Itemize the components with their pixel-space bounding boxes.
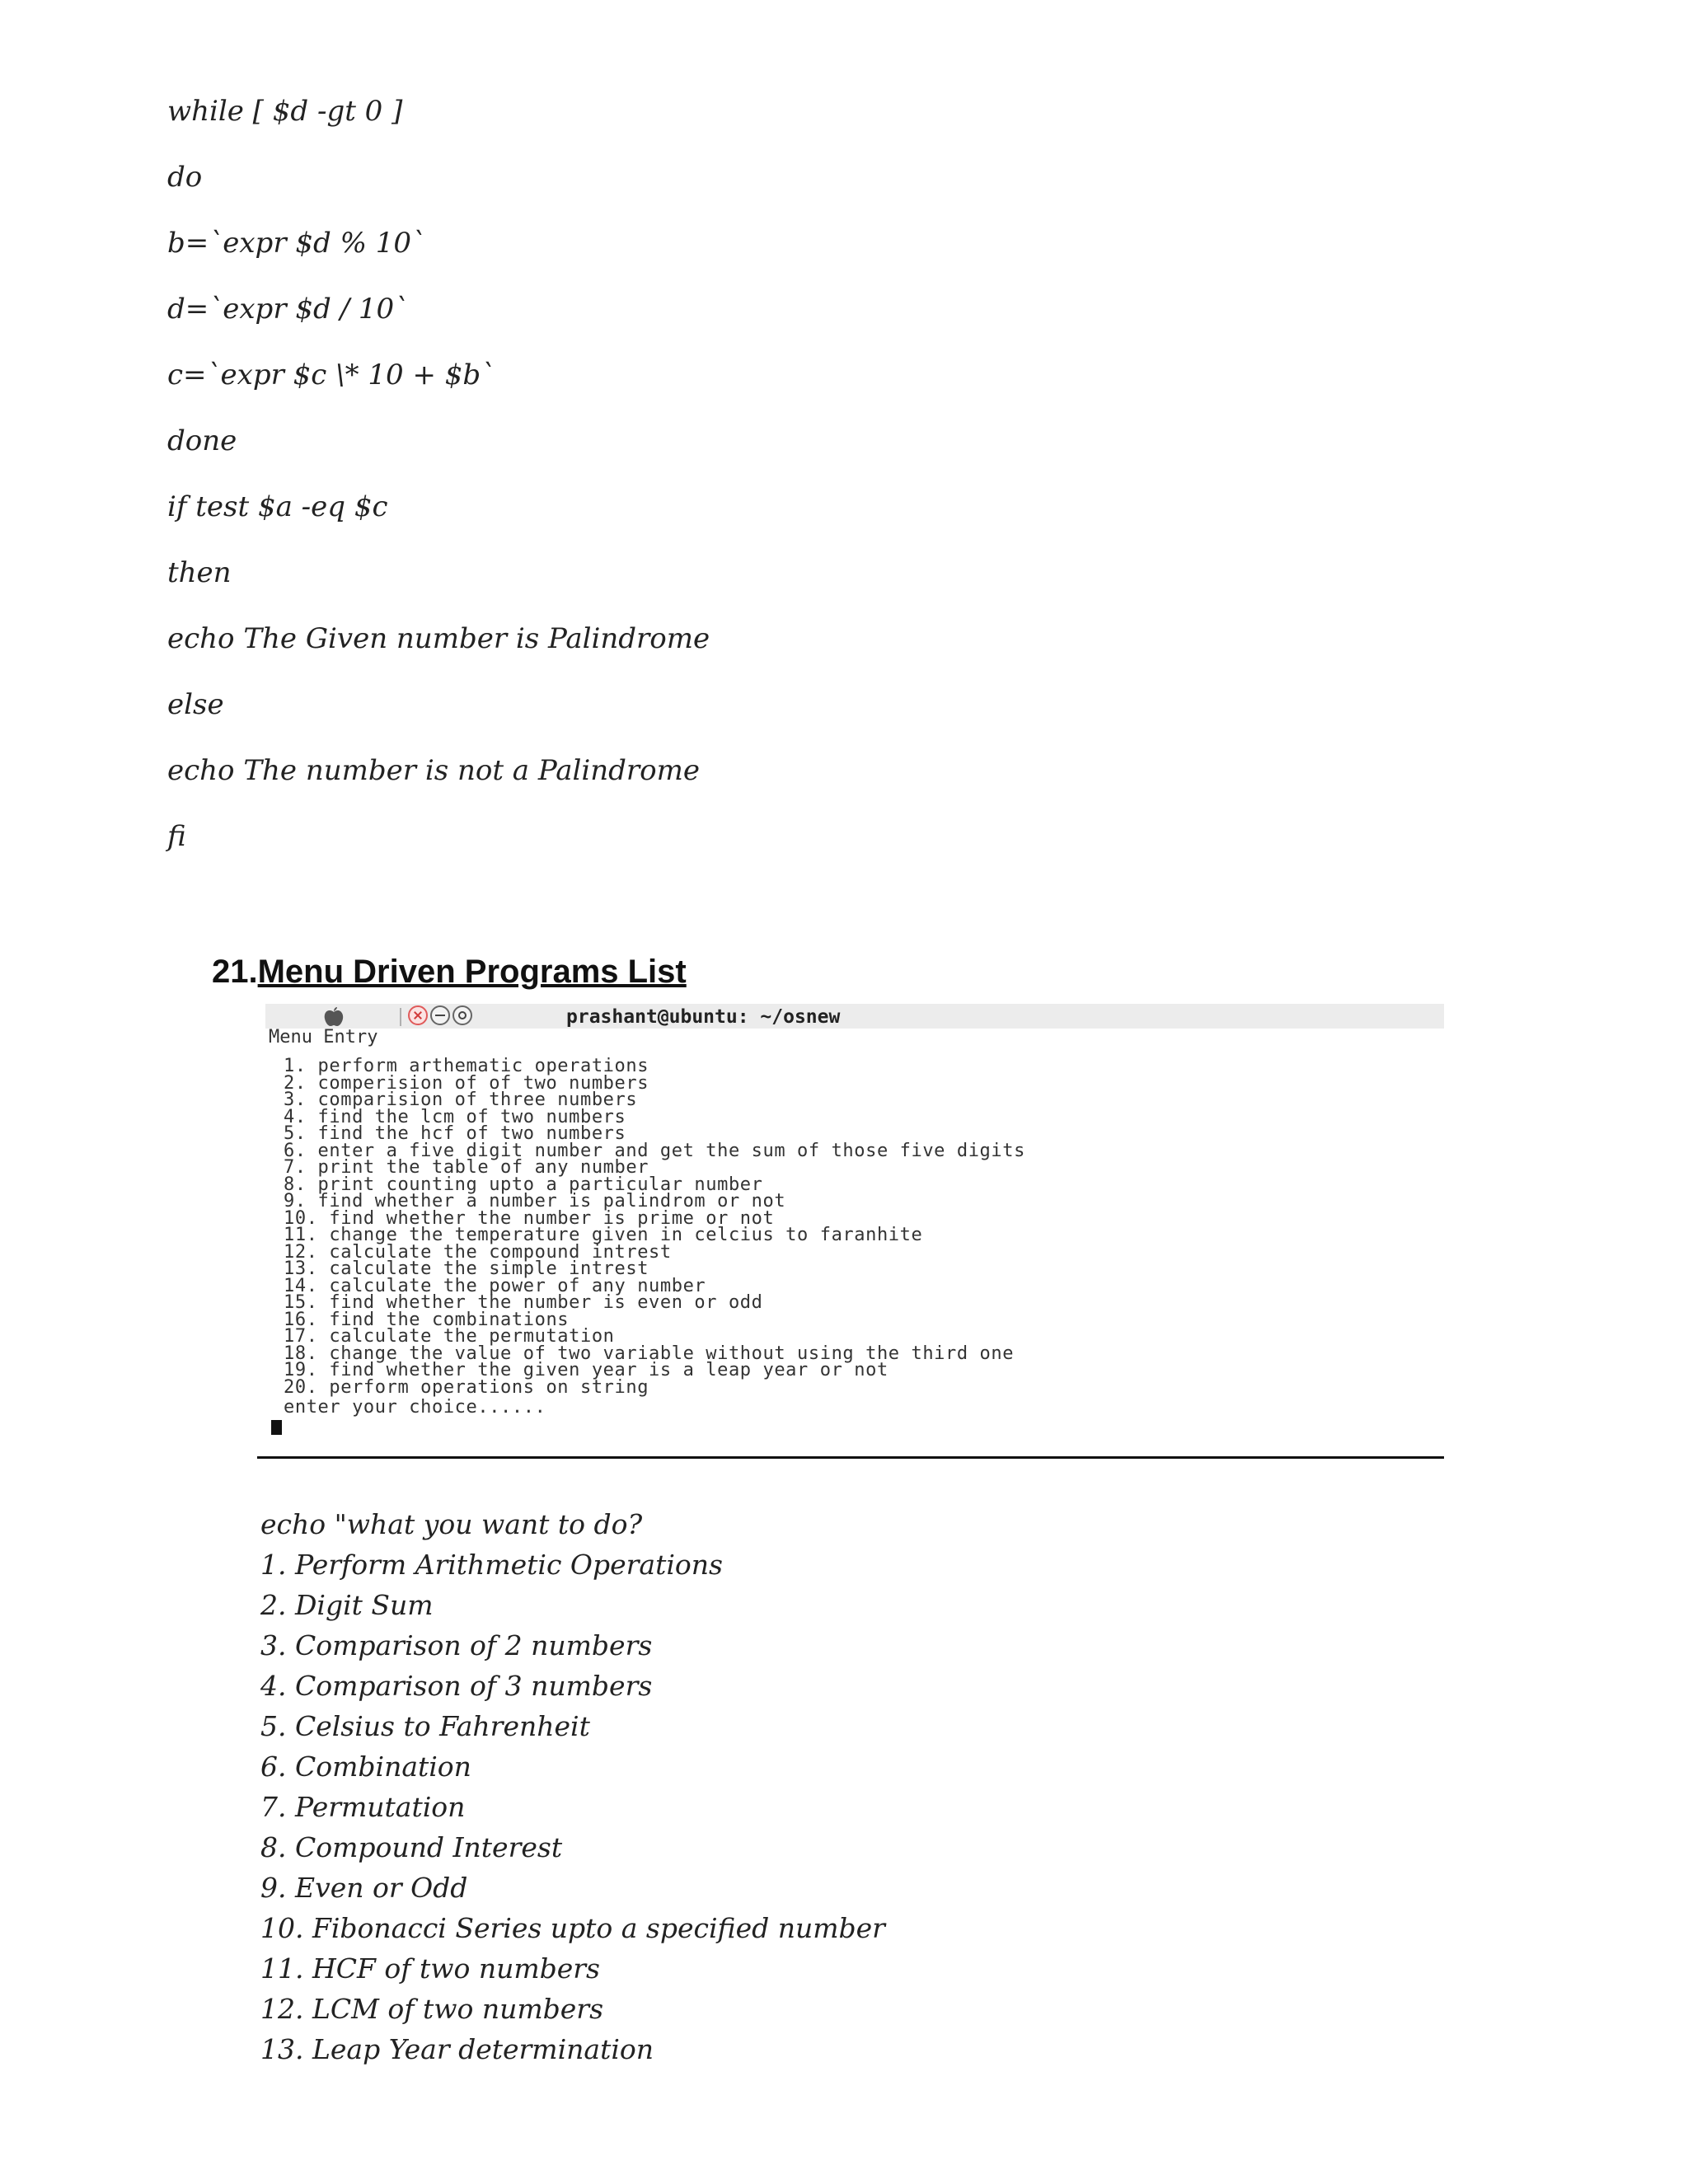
terminal-line: 18. change the value of two variable without using the third one — [284, 1343, 1015, 1364]
code-line: if test $a -eq $c — [167, 490, 388, 523]
terminal-line: 11. change the temperature given in celcius to faranhite — [284, 1225, 923, 1245]
terminal-line: 19. find whether the given year is a leap year or not — [284, 1360, 889, 1380]
terminal-line: 15. find whether the number is even or odd — [284, 1292, 763, 1313]
code-line: done — [167, 424, 237, 457]
terminal-line: 20. perform operations on string — [284, 1376, 649, 1398]
terminal-line: 16. find the combinations — [284, 1309, 570, 1330]
code-line: echo The Given number is Palindrome — [167, 622, 710, 655]
terminal-line: 9. find whether a number is palindrom or not — [284, 1191, 786, 1212]
code-line: else — [167, 688, 224, 721]
terminal-line: 14. calculate the power of any number — [284, 1275, 706, 1296]
echo-line: 10. Fibonacci Series upto a specified number — [260, 1912, 885, 1944]
terminal-line: 2. comperision of of two numbers — [284, 1072, 649, 1094]
code-line: fi — [167, 820, 186, 853]
terminal-line: 10. find whether the number is prime or not — [284, 1207, 775, 1229]
terminal-line: 5. find the hcf of two numbers — [284, 1123, 626, 1144]
echo-line: 13. Leap Year determination — [260, 2033, 654, 2065]
code-line: then — [167, 556, 232, 589]
echo-line: 6. Combination — [260, 1750, 471, 1783]
echo-line: 9. Even or Odd — [260, 1872, 468, 1904]
terminal-line: 6. enter a five digit number and get the sum of those five digits — [284, 1140, 1025, 1161]
terminal-menu-list — [284, 1058, 1025, 1396]
terminal-line: 8. print counting upto a particular number — [284, 1174, 763, 1195]
terminal-line: 3. comparision of three numbers — [284, 1090, 638, 1110]
code-line: do — [167, 161, 203, 194]
terminal-prompt: enter your choice...... — [284, 1397, 546, 1418]
terminal-line: 4. find the lcm of two numbers — [284, 1106, 626, 1127]
terminal-screenshot — [265, 1004, 1444, 1441]
terminal-line: 17. calculate the permutation — [284, 1326, 615, 1347]
close-button[interactable] — [408, 1005, 428, 1025]
echo-line: 11. HCF of two numbers — [260, 1952, 600, 1985]
echo-line: 7. Permutation — [260, 1791, 466, 1823]
echo-line: 1. Perform Arithmetic Operations — [260, 1549, 723, 1581]
terminal-line: 1. perform arthematic operations — [284, 1056, 649, 1076]
code-line: b=`expr $d % 10` — [167, 227, 425, 260]
terminal-titlebar — [265, 1004, 1444, 1029]
echo-line: 5. Celsius to Fahrenheit — [260, 1710, 590, 1742]
minimize-button[interactable] — [430, 1005, 450, 1025]
code-line: while [ $d -gt 0 ] — [167, 95, 403, 128]
echo-line: 2. Digit Sum — [260, 1589, 434, 1621]
section-title: Menu Driven Programs List — [257, 954, 687, 990]
maximize-button[interactable] — [452, 1005, 472, 1025]
terminal-line: 13. calculate the simple intrest — [284, 1258, 649, 1279]
code-line: echo The number is not a Palindrome — [167, 754, 700, 787]
echo-line: 12. LCM of two numbers — [260, 1993, 604, 2025]
section-heading — [212, 952, 687, 991]
horizontal-rule — [257, 1456, 1444, 1459]
section-number: 21. — [212, 954, 258, 990]
code-line: c=`expr $c \* 10 + $b` — [167, 359, 495, 391]
echo-line: 8. Compound Interest — [260, 1831, 563, 1863]
echo-line: 4. Comparison of 3 numbers — [260, 1670, 653, 1702]
titlebar-separator — [400, 1008, 401, 1026]
terminal-cursor[interactable] — [271, 1420, 282, 1435]
terminal-line: 12. calculate the compound intrest — [284, 1241, 672, 1263]
menu-entry-label: Menu Entry — [269, 1027, 378, 1047]
code-line: d=`expr $d / 10` — [167, 293, 409, 326]
echo-line: 3. Comparison of 2 numbers — [260, 1629, 653, 1661]
terminal-line: 7. print the table of any number — [284, 1157, 649, 1178]
apple-icon — [321, 1006, 346, 1028]
echo-line: echo "what you want to do? — [260, 1508, 643, 1540]
terminal-title: prashant@ubuntu: ~/osnew — [566, 1006, 841, 1028]
